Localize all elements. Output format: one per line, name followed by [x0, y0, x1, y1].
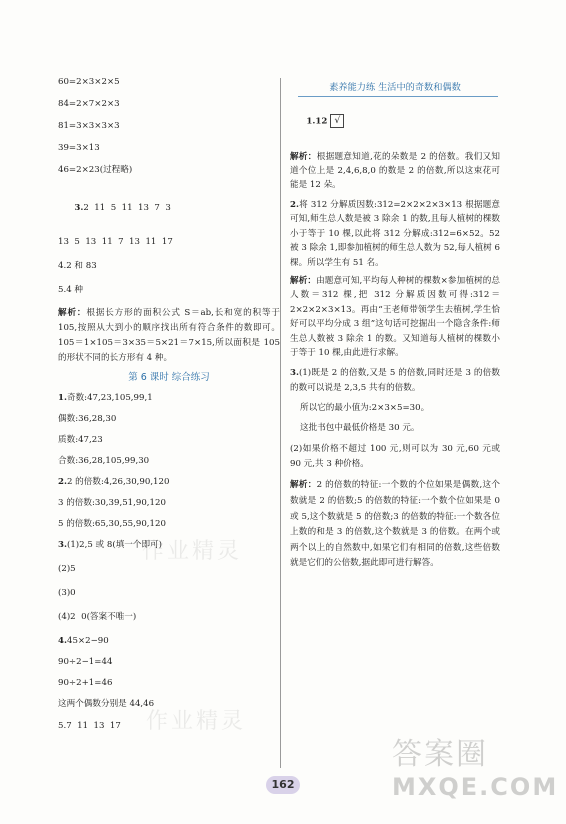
- factor-line: 39=3×13: [58, 143, 100, 153]
- s1-block: [58, 392, 280, 467]
- r-q2-label: 2.: [290, 200, 299, 210]
- page-number: 162: [266, 776, 300, 794]
- r-q3-label: 3.: [290, 368, 299, 379]
- s2-line: 3 的倍数:30,39,51,90,120: [58, 498, 166, 508]
- factor-line: 46=2×23(过程略): [58, 165, 133, 175]
- section-title-rule: [298, 96, 498, 97]
- r-q3-explanation: [290, 478, 500, 572]
- factor-line: 81=3×3×3×3: [58, 121, 120, 131]
- s4-text: 45×2−90: [66, 636, 109, 646]
- s1-line: 合数:36,28,105,99,30: [58, 456, 150, 466]
- s3-label: 3.: [58, 540, 67, 550]
- explain-text: 2 的倍数的特征:一个数的个位如果是偶数,这个数就是 2 的倍数;5 的倍数的特征:一个数个位如果是 0 或 5,这个数就是 5 的倍数;3 的倍数的特征:一个数各位上数的和是 3 的倍数,这个数就是 3 的倍数。在两个或两个以上的自然数中,如果它们有相同的倍数,这些倍数就是它们的公倍数,据此即可进行解答。: [290, 480, 500, 569]
- watermark-text: 作业精灵: [142, 539, 243, 564]
- s4-line: [58, 635, 280, 647]
- r-q2-text: 将 312 分解质因数:312=2×2×2×3×13 根据题意可知,师生总人数是被 3 除余 1 的数,且每人植树的棵数小于等于 10 棵,以此将 312 分解成:312=6×52。52 被 3 除余 1,即参加植树的师生总人数为 52,每人植树 6 棵。所以学生有 51 名。: [290, 200, 500, 268]
- right-column: [290, 82, 500, 572]
- r-q3-part2: (2)如果价格不超过 100 元,则可以为 30 元,60 元或 90 元,共 3 种价格。: [290, 444, 500, 470]
- q3-answer: [58, 190, 280, 226]
- s4-label: 4.: [58, 636, 67, 646]
- q4-answer: 4.2 和 83: [58, 261, 97, 271]
- explain-label: 解析：: [290, 152, 317, 162]
- factor-line: 84=2×7×2×3: [58, 99, 120, 109]
- s2-line: [58, 476, 280, 488]
- r-q3-min: 所以它的最小值为:2×3×5=30。: [300, 403, 430, 414]
- corner-watermark-cn: 答案圈: [392, 737, 488, 772]
- s1-line: 质数:47,23: [58, 435, 103, 445]
- s2-line: 5 的倍数:65,30,55,90,120: [58, 519, 166, 529]
- r-q2-answer: [290, 198, 500, 270]
- s2-text: 2 的倍数:4,26,30,90,120: [66, 477, 170, 487]
- explain-text: 根据题意知道,花的朵数是 2 的倍数。我们又知道个位上是 2,4,6,8,0 的数是 2 的倍数,所以这束花可能是 12 朵。: [290, 152, 500, 190]
- section-title-practice: 素养能力练 生活中的奇数和偶数: [329, 82, 461, 93]
- check-icon: √: [330, 114, 344, 128]
- s1-line: [58, 392, 280, 404]
- s1-text: 奇数:47,23,105,99,1: [66, 393, 153, 403]
- q3-label: 3.: [74, 203, 84, 213]
- s1-line: 偶数:36,28,30: [58, 414, 117, 424]
- section-title-lesson6: 第 6 课时 综合练习: [128, 372, 210, 383]
- s3-line: (2)5: [58, 564, 76, 574]
- r-q3-text1: (1)既是 2 的倍数,又是 5 的倍数,同时还是 3 的倍数的数可以说是 2,3,5 共有的倍数。: [290, 368, 500, 394]
- s3-text: (1)2,5 或 8(填一个即可): [66, 540, 163, 550]
- column-divider: [280, 78, 281, 768]
- r-q1-text: 1.12: [306, 116, 328, 127]
- explain-text: 根据长方形的面积公式 S＝ab,长和宽的积等于 105,按照从大到小的顺序找出所有符合条件的数即可。105＝1×105＝3×35＝5×21＝7×15,所以面积是 105 的形状不同的长方形有 4 种。: [58, 308, 280, 363]
- watermark-text: 作业精灵: [146, 709, 247, 734]
- explain-label: 解析：: [58, 308, 87, 318]
- factor-line: 60=2×3×2×5: [58, 77, 120, 87]
- q3-line2: 13 5 13 11 7 13 11 17: [58, 237, 173, 247]
- s5-answer: 5.7 11 13 17: [58, 721, 121, 731]
- q5-answer: 5.4 种: [58, 285, 83, 295]
- explain-label: 解析：: [290, 276, 317, 287]
- r-q1-answer: [290, 102, 500, 140]
- s4-block: [58, 635, 280, 710]
- s2-block: [58, 476, 280, 530]
- s3-line: (3)0: [58, 588, 76, 598]
- s4-line: 90÷2+1=46: [58, 678, 113, 688]
- s2-label: 2.: [58, 477, 67, 487]
- r-q2-explanation: [290, 274, 500, 360]
- q5-explanation: [58, 306, 280, 366]
- left-column: [58, 76, 280, 732]
- r-q3-lowest: 这批书包中最低价格是 30 元。: [300, 423, 420, 434]
- s1-label: 1.: [58, 393, 67, 403]
- explain-label: 解析：: [290, 480, 317, 491]
- corner-watermark: [392, 737, 559, 818]
- s4-line: 90÷2−1=44: [58, 657, 113, 667]
- explain-text: 由题意可知,平均每人种树的棵数×参加植树的总人数＝312 棵,把 312 分解质因数可得:312＝2×2×2×3×13。再由“王老师带领学生去植树,学生恰好可以平均分成 3 组”这句话可挖掘出一个隐含条件:师生总人数被 3 除余 1 的数。又知道每人植树的棵数小于等于 10 棵,由此进行求解。: [290, 276, 500, 359]
- s3-line: (4)2 0(答案不唯一): [58, 612, 137, 622]
- q3-line1: 2 11 5 11 13 7 3: [83, 203, 171, 213]
- r-q1-explanation: [290, 150, 500, 192]
- s4-line: 这两个偶数分别是 44,46: [58, 699, 155, 709]
- r-q3-part1: [290, 366, 500, 396]
- corner-watermark-en: MXQE.COM: [392, 773, 559, 801]
